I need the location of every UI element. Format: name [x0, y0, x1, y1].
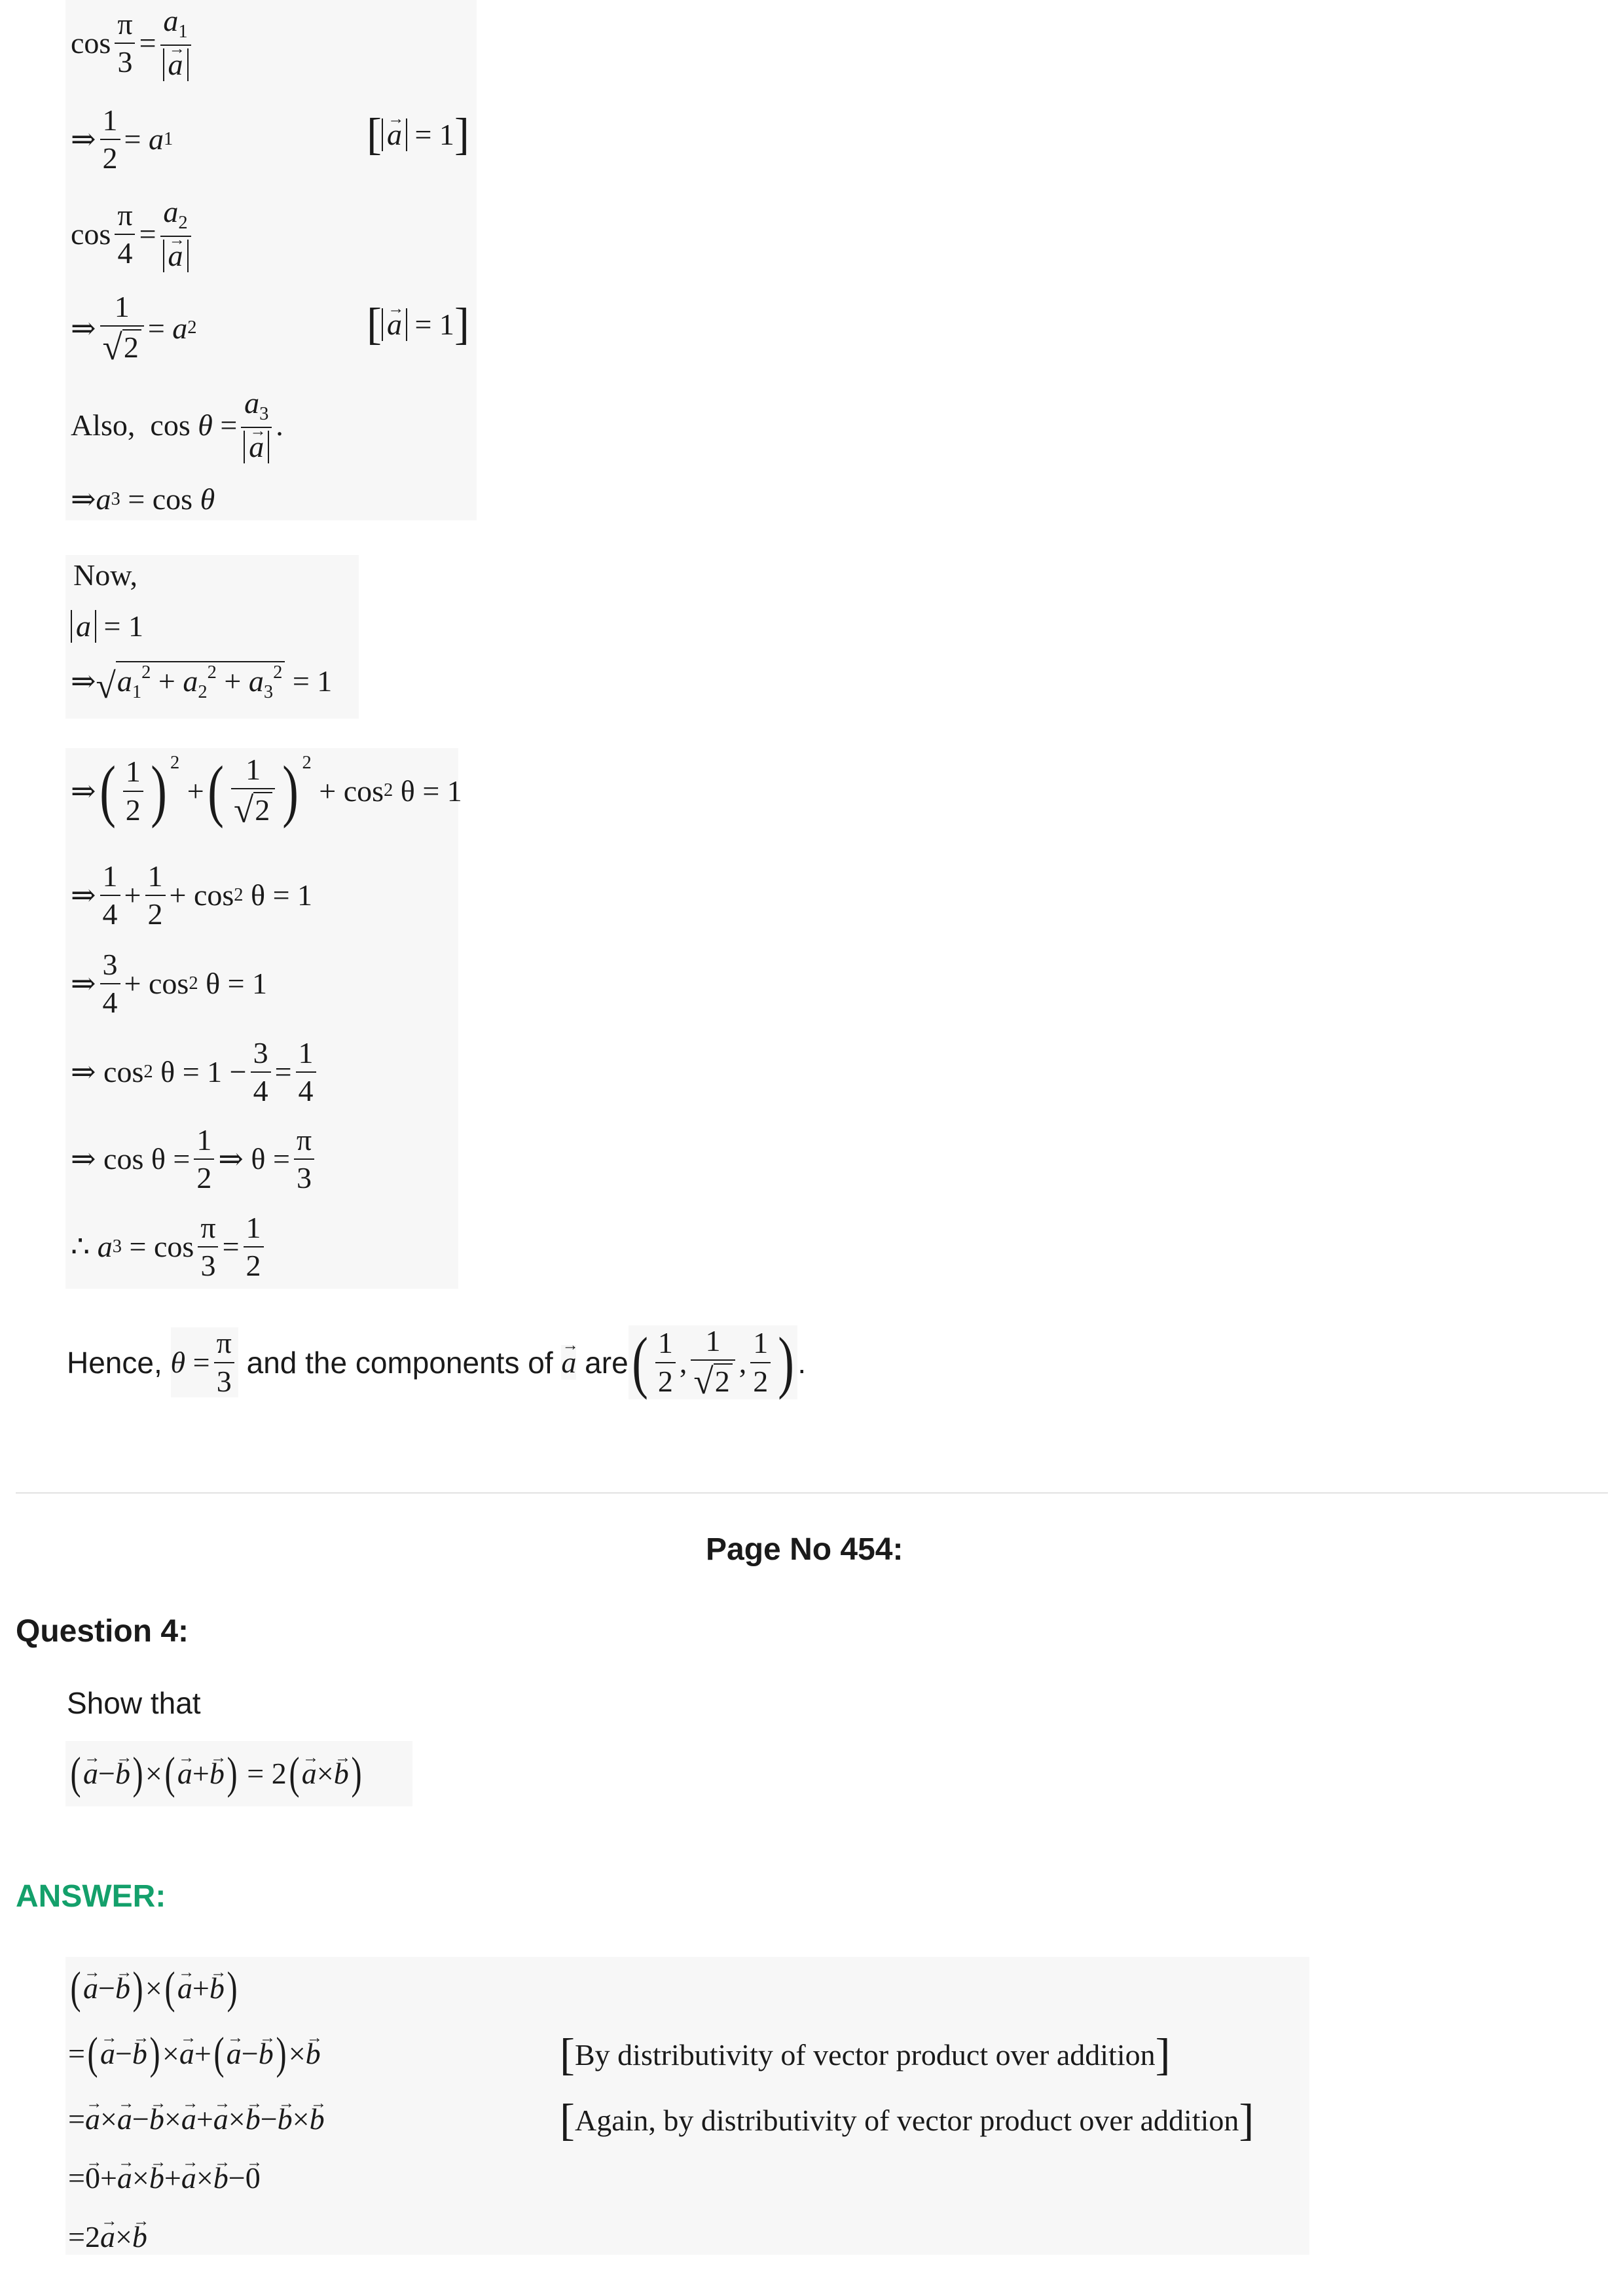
- equation-theta: ⇒ cos θ = $\frac{1}{2}$ ⇒ θ = $\frac{\pi}{3}$: [71, 1124, 318, 1194]
- bracket-note-magnitude: [ → a = 1 ]: [367, 117, 469, 152]
- equation-three-quarters: ⇒ $\frac{3}{4}$ + cos 2 θ = 1: [71, 948, 268, 1020]
- equation-a2: ⇒ 1 √ 2 = a 2: [71, 290, 197, 367]
- equation-squares: ⇒ ( $\frac{1}{2}$ ) $^2$ + ( 1 √ 2 ) $^2$ + cos 2 θ = 1: [71, 752, 462, 830]
- equation-a3-cos-theta: ⇒ a 3 = cos θ: [71, 482, 215, 516]
- answer-line-1: ( → a − → b ) × ( → a + → b ): [68, 1970, 240, 2006]
- bracket-note-magnitude: [ → a = 1 ]: [367, 306, 469, 342]
- answer-line-5: = 2 → a × → b: [68, 2222, 147, 2252]
- answer-note-2: [ Again, by distributivity of vector product over addition ]: [560, 2095, 1254, 2145]
- equation-cos-theta: Also, cos θ = $a_3$ → a .: [71, 387, 283, 463]
- now-text: Now,: [73, 558, 137, 592]
- cos-text: cos: [71, 26, 111, 60]
- equation-a3-value: ∴ a 3 = cos $\frac{\pi}{3}$ = $\frac{1}{2}$: [71, 1212, 268, 1282]
- equation-a1: ⇒ $\frac{1}{2}$ = a 1: [71, 103, 173, 175]
- answer-note-1: [ By distributivity of vector product over addition ]: [560, 2030, 1171, 2079]
- equation-cos-pi-4: cos $\frac{\pi}{4}$ = $a_2$ → a: [71, 196, 195, 272]
- equation-magnitude: a = 1: [71, 610, 143, 643]
- equation-sqrt-sum: ⇒ √ $a_1^2 + a_2^2 + a_3^2$ = 1: [71, 662, 333, 706]
- equation-quarters: ⇒ $\frac{1}{4}$ + $\frac{1}{2}$ + cos 2 θ = 1: [71, 859, 313, 931]
- answer-line-3: = → a × → a − → b × → a + → a × → b − → b × → b: [68, 2104, 325, 2134]
- section-divider: [16, 1492, 1608, 1494]
- hence-line: Hence, θ = $\frac{\pi}{3}$ and the components of → a are ( $\frac{1}{2}$ , 1 √ 2 , $\frac{1}{2}$ ) .: [67, 1325, 806, 1399]
- fraction: $a_1$ → a: [160, 5, 191, 81]
- equation-cos-pi-3: cos $\frac{\pi}{3}$ = $a_1$ → a: [71, 5, 195, 81]
- question-prompt: Show that: [67, 1686, 201, 1720]
- page-number: Page No 454:: [706, 1532, 903, 1567]
- answer-line-4: = → 0 + → a × → b + → a × → b − → 0: [68, 2163, 261, 2193]
- fraction: $\frac{\pi}{3}$: [115, 9, 135, 79]
- question-equation: ( → a − → b ) × ( → a + → b ) = 2 ( → a × → b ): [68, 1755, 364, 1791]
- question-label: Question 4:: [16, 1614, 189, 1649]
- answer-label: ANSWER:: [16, 1879, 166, 1914]
- answer-line-2: = ( → a − → b ) × → a + ( → a − → b ) × → b: [68, 2036, 321, 2072]
- equation-cos-squared: ⇒ cos 2 θ = 1 − $\frac{3}{4}$ = $\frac{1}{4}$: [71, 1037, 320, 1107]
